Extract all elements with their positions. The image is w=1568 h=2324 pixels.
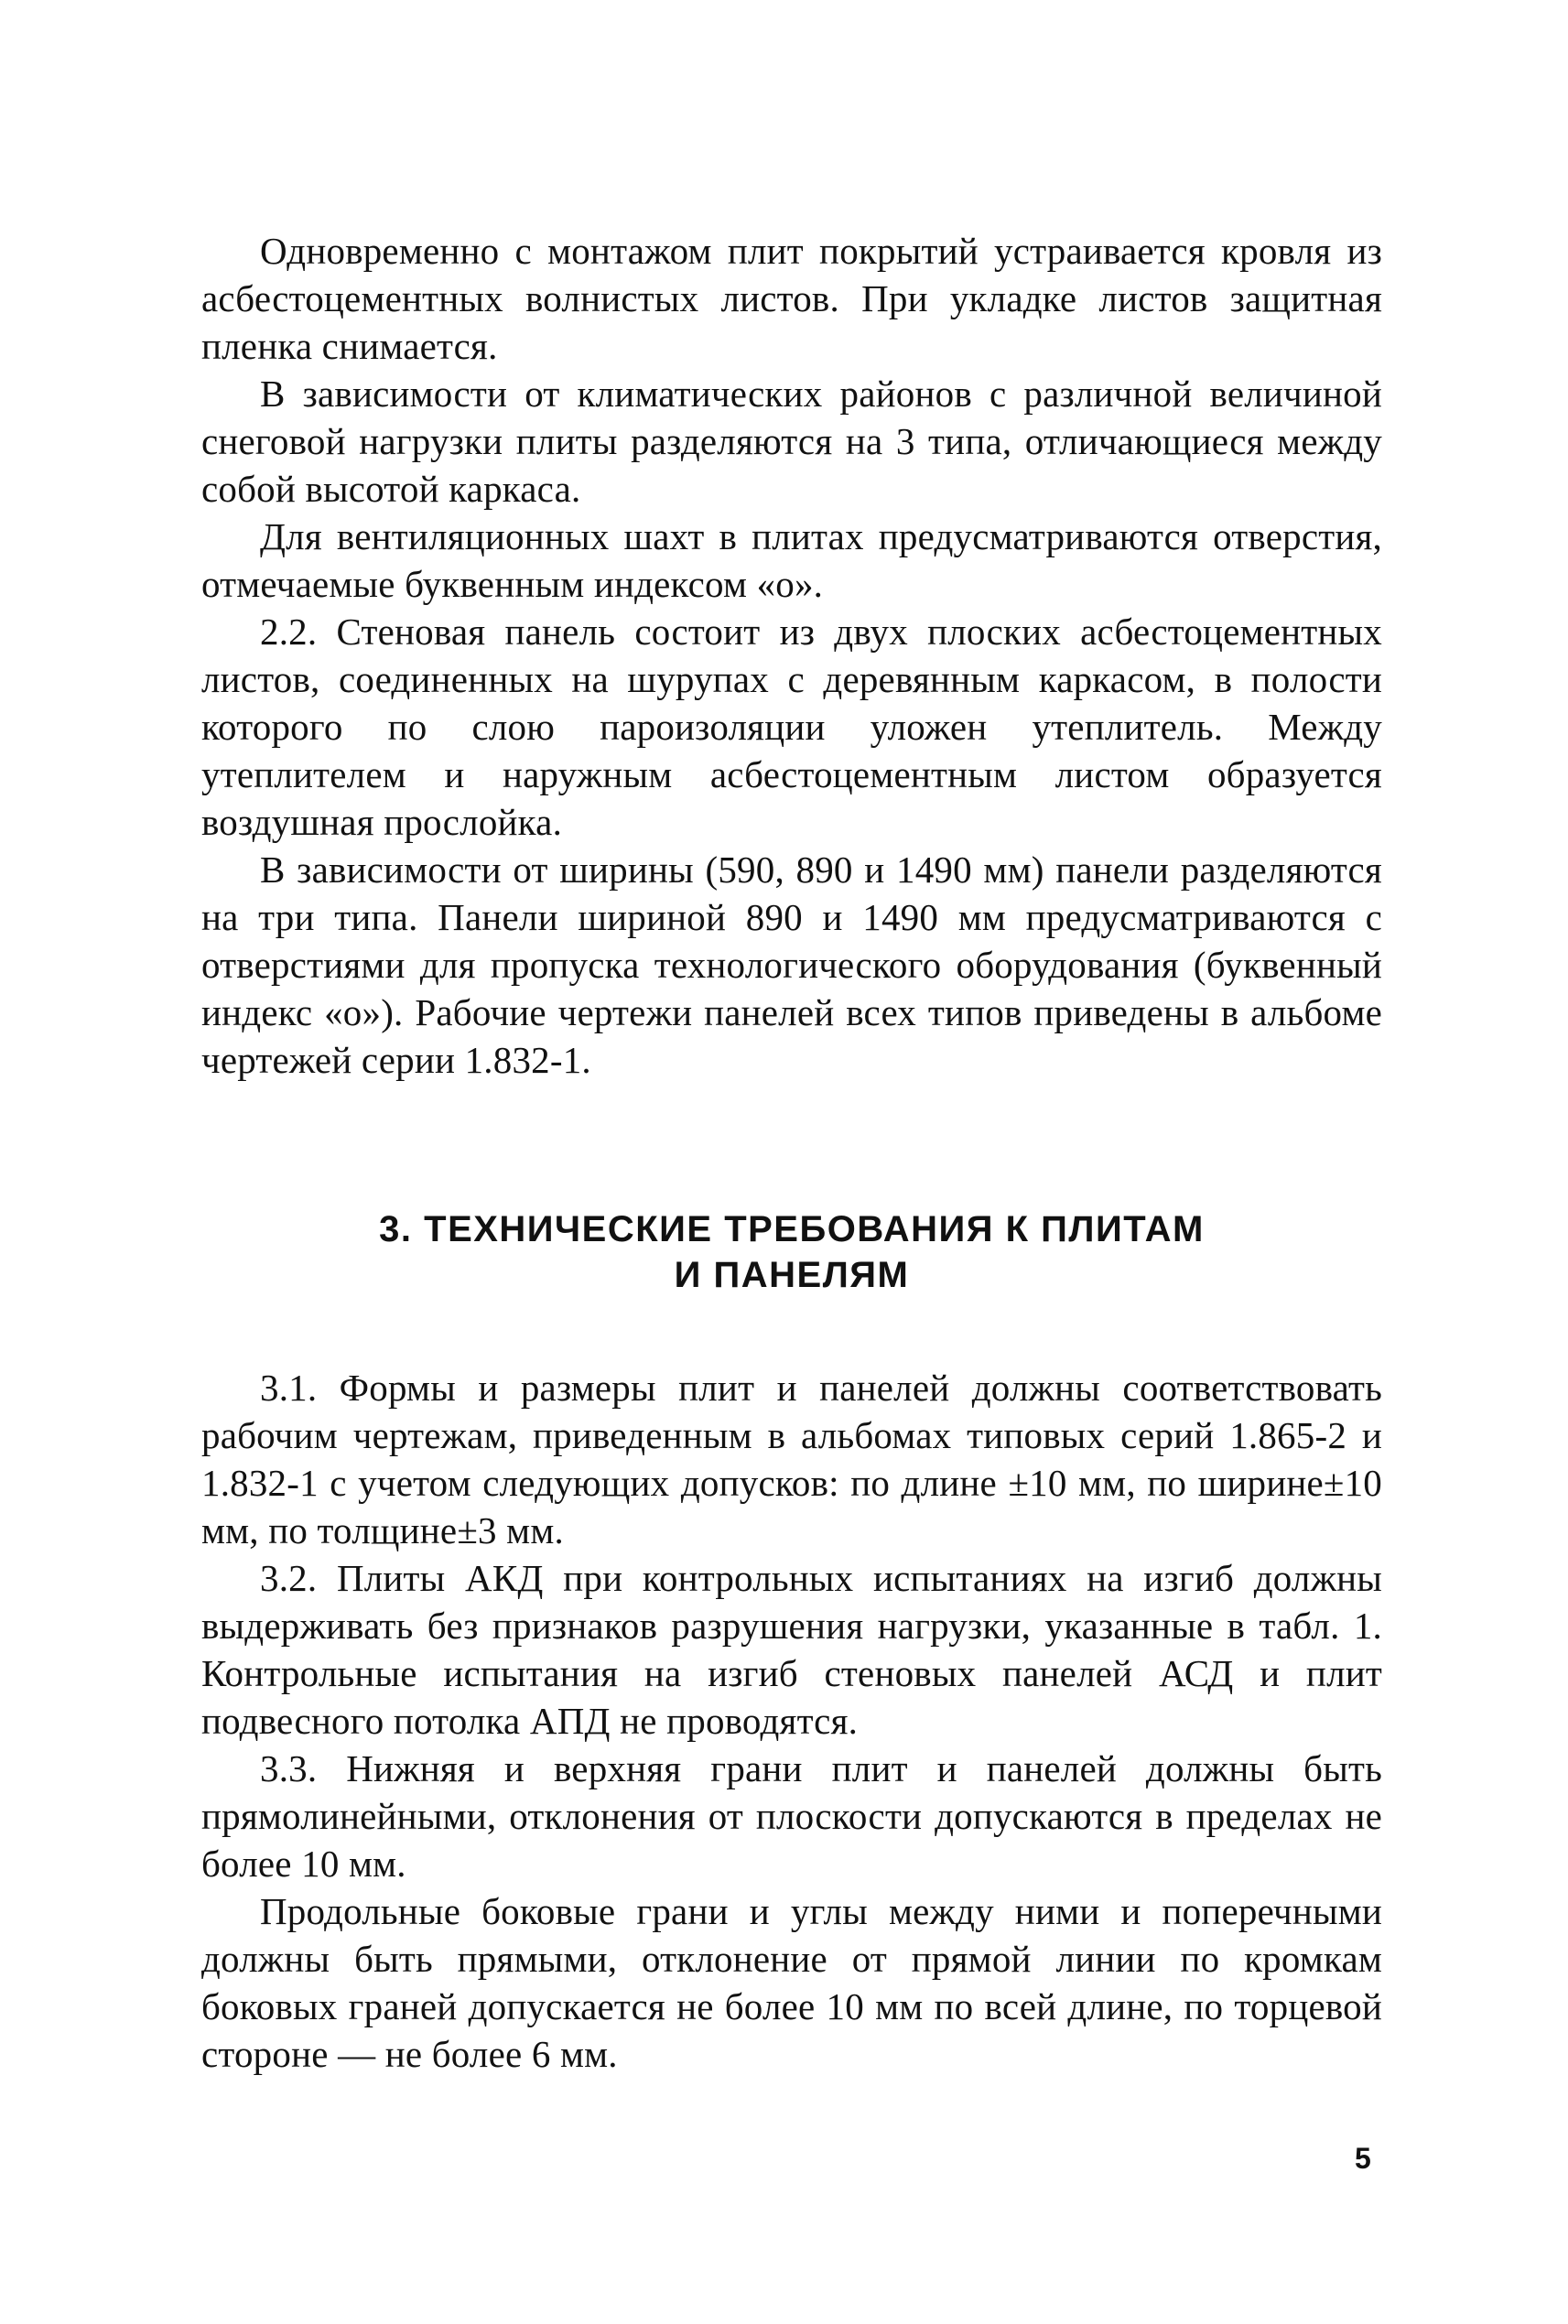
page-number: 5 [1355, 2142, 1371, 2175]
section-heading-line: 3. ТЕХНИЧЕСКИЕ ТРЕБОВАНИЯ К ПЛИТАМ [379, 1209, 1205, 1249]
paragraph: В зависимости от ширины (590, 890 и 1490 мм) панели разделяются на три типа. Панели шириной 890 и 1490 мм предусматриваются с отверстиями для пропуска технологического оборудования (буквенный индекс «о»). Рабочие чертежи панелей всех типов приведены в альбоме чертежей серии 1.832-1. [201, 849, 1382, 1081]
paragraph: В зависимости от климатических районов с различной величиной снеговой нагрузки плиты разделяются на 3 типа, отличающиеся между собой высотой каркаса. [201, 373, 1382, 510]
paragraph: 3.3. Нижняя и верхняя грани плит и панелей должны быть прямолинейными, отклонения от плоскости допускаются в пределах не более 10 мм. [201, 1747, 1382, 1885]
section-heading [201, 1206, 1382, 1298]
paragraph: 3.1. Формы и размеры плит и панелей должны соответствовать рабочим чертежам, приведенным в альбомах типовых серий 1.865-2 и 1.832-1 с учетом следующих допусков: по длине ±10 мм, по ширине±10 мм, по толщине±3 мм. [201, 1367, 1382, 1551]
section-2-text [201, 227, 1382, 1084]
paragraph: Продольные боковые грани и углы между ними и поперечными должны быть прямыми, отклонение от прямой линии по кромкам боковых граней допускается не более 10 мм по всей длине, по торцевой стороне — не более 6 мм. [201, 1890, 1382, 2075]
paragraph: 2.2. Стеновая панель состоит из двух плоских асбестоцементных листов, соединенных на шурупах с деревянным каркасом, в полости которого по слою пароизоляции уложен утеплитель. Между утеплителем и наружным асбестоцементным листом образуется воздушная прослойка. [201, 611, 1382, 843]
paragraph: Для вентиляционных шахт в плитах предусматриваются отверстия, отмечаемые буквенным индексом «о». [201, 515, 1382, 605]
section-3-text [201, 1364, 1382, 2078]
paragraph: Одновременно с монтажом плит покрытий устраивается кровля из асбестоцементных волнистых листов. При укладке листов защитная пленка снимается. [201, 230, 1382, 367]
paragraph: 3.2. Плиты АКД при контрольных испытаниях на изгиб должны выдерживать без признаков разрушения нагрузки, указанные в табл. 1. Контрольные испытания на изгиб стеновых панелей АСД и плит подвесного потолка АПД не проводятся. [201, 1557, 1382, 1742]
section-heading-line: И ПАНЕЛЯМ [674, 1255, 910, 1295]
